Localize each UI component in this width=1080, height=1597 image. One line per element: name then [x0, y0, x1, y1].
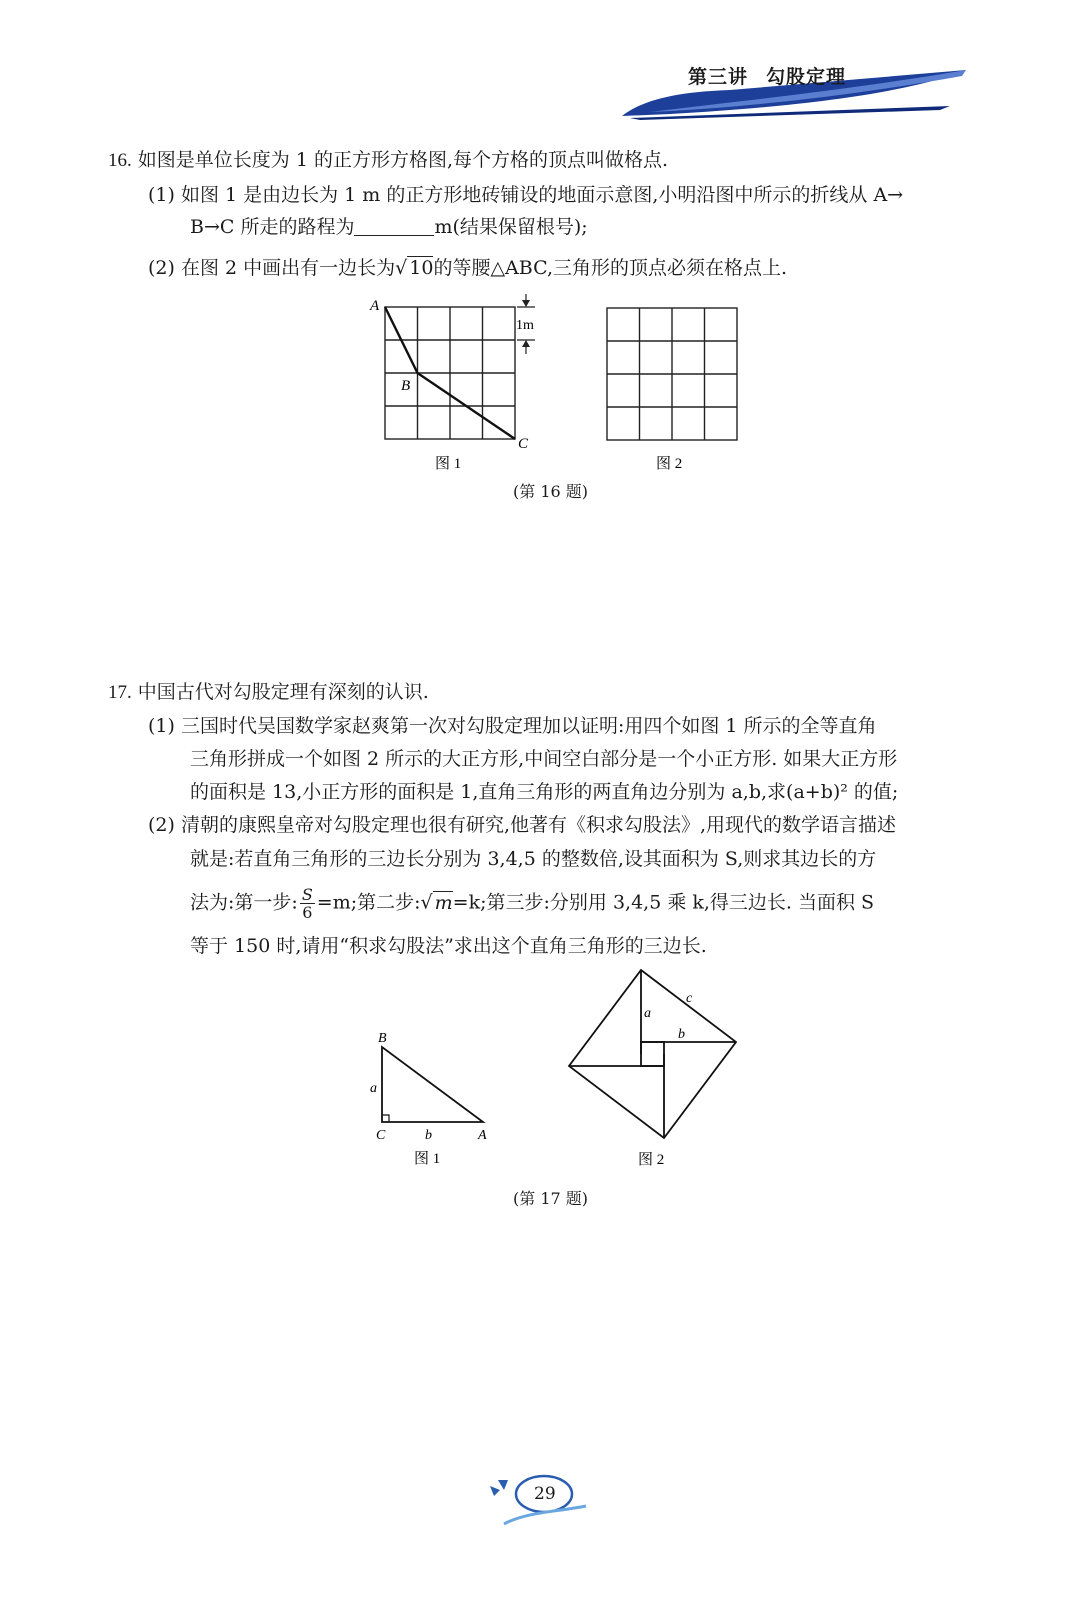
q17-part1-line1: [148, 714, 877, 738]
fig1-caption: 图 1: [435, 456, 462, 472]
q16-part1-text2a: B→C 所走的路程为: [190, 216, 355, 238]
q16-number: 16.: [108, 150, 132, 171]
fig2-caption-17: 图 2: [638, 1152, 665, 1168]
label-vertex-a: A: [478, 1128, 487, 1143]
q16-part1-text1: 如图 1 是由边长为 1 m 的正方形地砖铺设的地面示意图,小明沿图中所示的折线从 A→: [180, 184, 904, 206]
palm-icon: [490, 1480, 508, 1496]
header-topic: 勾股定理: [766, 66, 847, 88]
q17-part2-line3: [190, 886, 874, 921]
fig1-caption-17: 图 1: [414, 1151, 441, 1167]
q17-part1-line2: 三角形拼成一个如图 2 所示的大正方形,中间空白部分是一个小正方形. 如果大正方形: [190, 748, 898, 770]
label-b: B: [401, 378, 411, 394]
q17-stem: 中国古代对勾股定理有深刻的认识.: [137, 681, 429, 703]
q17-caption: (第 17 题): [513, 1189, 589, 1208]
q17-part1-line3: 的面积是 13,小正方形的面积是 1,直角三角形的两直角边分别为 a,b,求(a+b)² 的值;: [190, 781, 899, 803]
q17-part1-text1: 三国时代吴国数学家赵爽第一次对勾股定理加以证明:用四个如图 1 所示的全等直角: [180, 715, 877, 737]
q16-part2-label: (2): [148, 257, 175, 279]
sqrt-sign: √: [395, 257, 408, 279]
answer-blank[interactable]: [354, 217, 434, 236]
q17-part2-line1: [148, 813, 896, 837]
header-lecture: 第三讲: [688, 66, 749, 88]
right-angle-mark: [382, 1115, 389, 1122]
q16-figure1: [360, 290, 560, 485]
label-vertex-b: B: [378, 1031, 387, 1046]
q16-part2-post: 的等腰△ABC,三角形的顶点必须在格点上.: [433, 257, 788, 279]
label-b-leg: b: [678, 1027, 685, 1042]
q17-part2-text3b: =m;第二步:: [316, 891, 421, 914]
q16-part1-label: (1): [148, 184, 175, 206]
q16-part2-pre: 在图 2 中画出有一边长为: [180, 257, 396, 279]
header-title: [688, 62, 846, 89]
q16-caption: (第 16 题): [513, 482, 589, 501]
grid-1: [385, 307, 515, 439]
q17-part1-label: (1): [148, 715, 175, 737]
q16-stem: 如图是单位长度为 1 的正方形方格图,每个方格的顶点叫做格点.: [137, 149, 669, 171]
q16-part2-line: [148, 256, 787, 280]
q17-part2-label: (2): [148, 814, 175, 836]
q17-figure1: [360, 1025, 500, 1175]
label-side-b: b: [425, 1128, 432, 1143]
fig2-caption: 图 2: [656, 456, 683, 472]
q17-part2-text3c: =k;第三步:分别用 3,4,5 乘 k,得三边长. 当面积 S: [452, 891, 875, 914]
zhao-shuang-square: [569, 970, 736, 1138]
fraction-s-over-6: [300, 886, 315, 921]
right-triangle: [382, 1047, 483, 1122]
label-a-leg: a: [644, 1006, 651, 1021]
page-number: 29: [534, 1484, 556, 1504]
sqrt-sign-2: √: [420, 891, 433, 914]
q16-stem-line: [108, 148, 668, 173]
q16-part2-sqrt: 10: [409, 257, 434, 279]
label-side-a: a: [370, 1081, 377, 1096]
q17-part2-line2: 就是:若直角三角形的三边长分别为 3,4,5 的整数倍,设其面积为 S,则求其边长的方: [190, 848, 877, 870]
q17-part2-text3a: 法为:第一步:: [190, 891, 298, 914]
q17-part2-text1: 清朝的康熙皇帝对勾股定理也很有研究,他著有《积求勾股法》,用现代的数学语言描述: [180, 814, 897, 836]
q17-figure2: [560, 962, 745, 1172]
q17-part2-line4: 等于 150 时,请用“积求勾股法”求出这个直角三角形的三边长.: [190, 935, 707, 957]
fraction-denominator: 6: [302, 903, 313, 922]
fraction-numerator: S: [301, 885, 313, 904]
q17-stem-line: [108, 680, 429, 705]
label-c-hyp: c: [686, 991, 693, 1006]
q17-part2-sqrt: m: [434, 891, 453, 914]
grid-2: [607, 308, 737, 440]
unit-label: 1m: [516, 318, 534, 333]
q17-number: 17.: [108, 682, 132, 703]
q16-part1-line1: [148, 183, 903, 207]
label-a: A: [370, 298, 380, 314]
q16-part1-line2: [190, 215, 588, 239]
label-c: C: [518, 436, 529, 452]
label-vertex-c: C: [376, 1128, 386, 1143]
q16-figure2: [590, 290, 755, 485]
q16-part1-text2b: m(结果保留根号);: [434, 216, 588, 238]
